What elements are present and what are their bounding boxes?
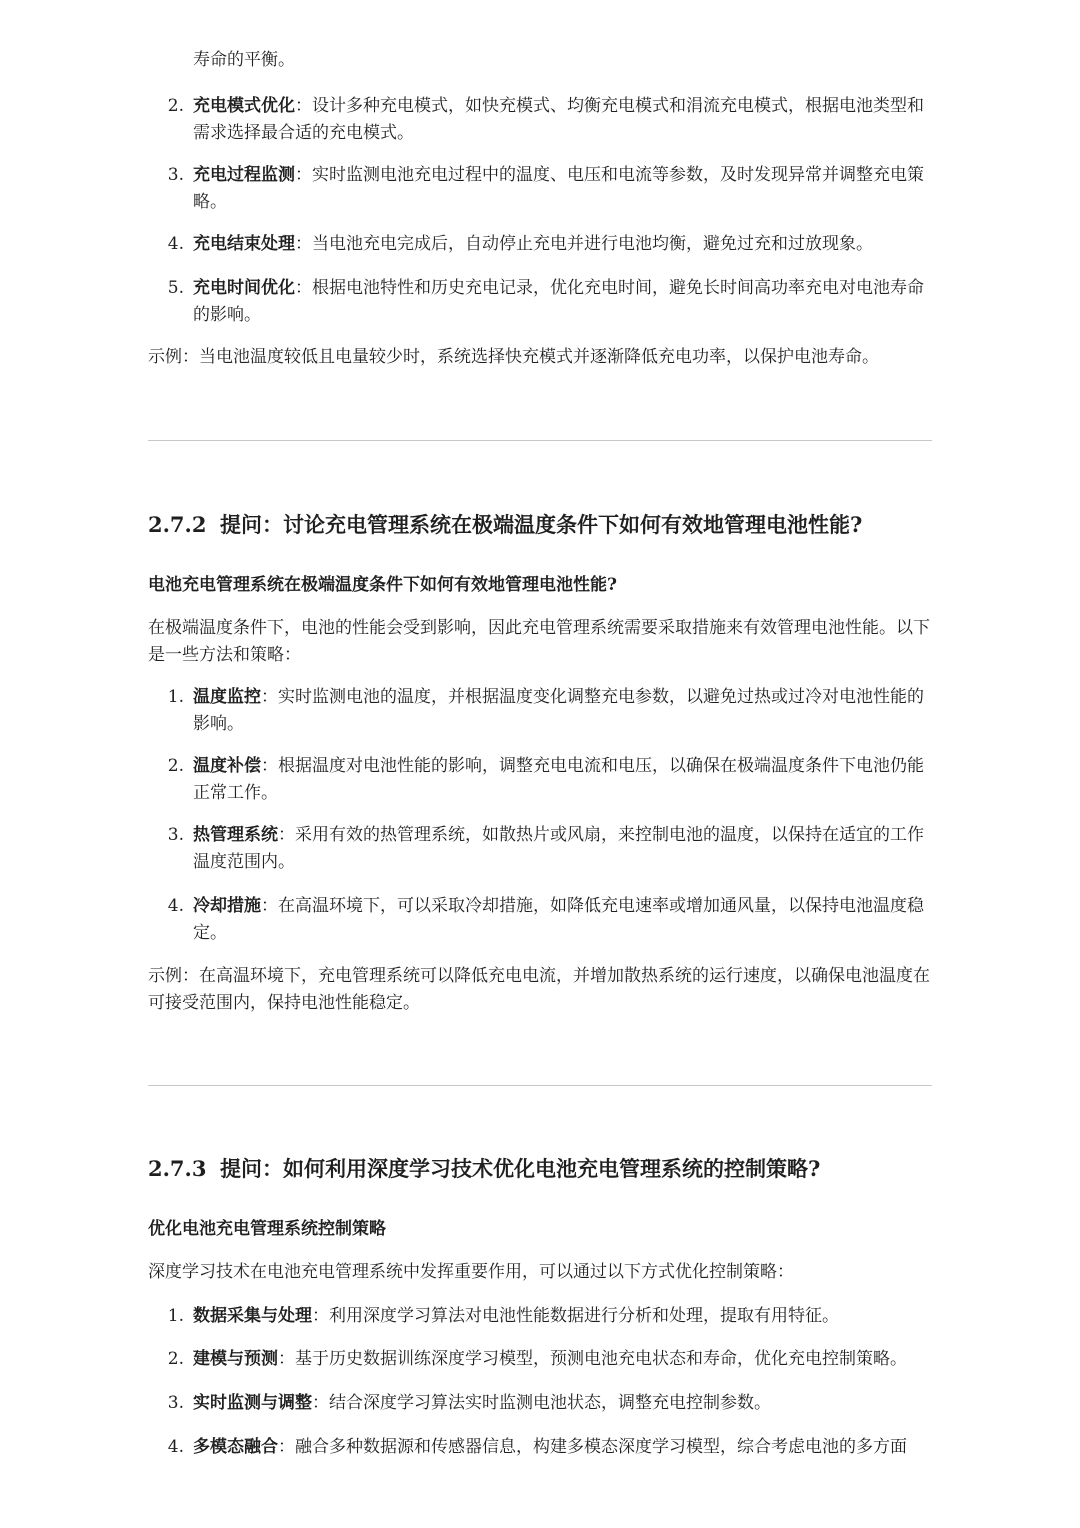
section-divider [148, 440, 932, 441]
list-text: ：结合深度学习算法实时监测电池状态，调整充电控制参数。 [312, 1393, 771, 1413]
list-number: 1. [167, 687, 184, 707]
list-term: 数据采集与处理 [193, 1306, 312, 1326]
list-number: 2. [167, 1349, 184, 1369]
list-term: 热管理系统 [193, 825, 278, 845]
list-term: 建模与预测 [193, 1349, 278, 1369]
list-text: ：在高温环境下，可以采取冷却措施，如降低充电速率或增加通风量，以保持电池温度稳定。 [193, 896, 924, 943]
list-number: 1. [167, 1306, 184, 1326]
section-number: 2.7.2 [148, 512, 207, 537]
list-text: ：根据电池特性和历史充电记录，优化充电时间，避免长时间高功率充电对电池寿命的影响。 [193, 278, 924, 325]
section-divider [148, 1085, 932, 1086]
subheading: 优化电池充电管理系统控制策略 [148, 1219, 386, 1239]
intro-paragraph: 在极端温度条件下，电池的性能会受到影响，因此充电管理系统需要采取措施来有效管理电池性能。以下是一些方法和策略： [148, 618, 930, 665]
list-term: 充电过程监测 [193, 165, 295, 185]
list-text: ：实时监测电池的温度，并根据温度变化调整充电参数，以避免过热或过冷对电池性能的影响。 [193, 687, 924, 734]
subheading: 电池充电管理系统在极端温度条件下如何有效地管理电池性能? [148, 575, 617, 595]
list-term: 冷却措施 [193, 896, 261, 916]
list-term: 温度监控 [193, 687, 261, 707]
list-text: ：利用深度学习算法对电池性能数据进行分析和处理，提取有用特征。 [312, 1306, 839, 1326]
list-number: 4. [167, 1437, 184, 1457]
list-text: ：设计多种充电模式，如快充模式、均衡充电模式和涓流充电模式，根据电池类型和需求选择最合适的充电模式。 [193, 96, 924, 143]
list-number: 3. [167, 165, 184, 185]
list-text: ：基于历史数据训练深度学习模型，预测电池充电状态和寿命，优化充电控制策略。 [278, 1349, 907, 1369]
example-paragraph: 示例：在高温环境下，充电管理系统可以降低充电电流，并增加散热系统的运行速度，以确保电池温度在可接受范围内，保持电池性能稳定。 [148, 966, 930, 1013]
list-term: 实时监测与调整 [193, 1393, 312, 1413]
section-number: 2.7.3 [148, 1156, 207, 1181]
list-number: 4. [167, 234, 184, 254]
list-number: 3. [167, 1393, 184, 1413]
list-number: 2. [167, 96, 184, 116]
list-item-continuation: 寿命的平衡。 [193, 50, 295, 70]
section-title: 提问：讨论充电管理系统在极端温度条件下如何有效地管理电池性能? [220, 512, 863, 537]
list-term: 充电结束处理 [193, 234, 295, 254]
list-term: 多模态融合 [193, 1437, 278, 1457]
list-text: ：根据温度对电池性能的影响，调整充电电流和电压，以确保在极端温度条件下电池仍能正常工作。 [193, 756, 924, 803]
list-term: 充电时间优化 [193, 278, 295, 298]
list-text: ：当电池充电完成后，自动停止充电并进行电池均衡，避免过充和过放现象。 [295, 234, 873, 254]
list-number: 5. [167, 278, 184, 298]
list-text: ：融合多种数据源和传感器信息，构建多模态深度学习模型，综合考虑电池的多方面 [278, 1437, 907, 1457]
list-text: ：采用有效的热管理系统，如散热片或风扇，来控制电池的温度，以保持在适宜的工作温度范围内。 [193, 825, 924, 872]
section-title: 提问：如何利用深度学习技术优化电池充电管理系统的控制策略? [220, 1156, 821, 1181]
intro-paragraph: 深度学习技术在电池充电管理系统中发挥重要作用，可以通过以下方式优化控制策略： [148, 1262, 794, 1282]
list-number: 2. [167, 756, 184, 776]
list-number: 4. [167, 896, 184, 916]
example-paragraph: 示例：当电池温度较低且电量较少时，系统选择快充模式并逐渐降低充电功率，以保护电池寿命。 [148, 347, 879, 367]
list-term: 充电模式优化 [193, 96, 295, 116]
list-term: 温度补偿 [193, 756, 261, 776]
list-text: ：实时监测电池充电过程中的温度、电压和电流等参数，及时发现异常并调整充电策略。 [193, 165, 924, 212]
list-number: 3. [167, 825, 184, 845]
